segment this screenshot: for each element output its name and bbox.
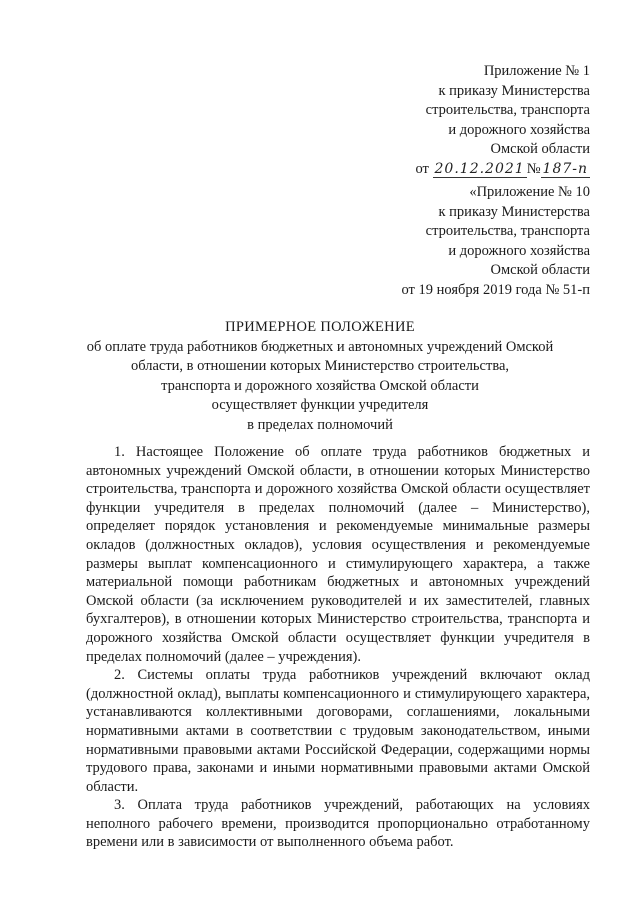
- appendix-10-ministry-line-2: и дорожного хозяйства: [448, 242, 590, 259]
- date-prefix: от: [415, 160, 429, 177]
- title-line-5: осуществляет функции учредителя: [211, 397, 429, 413]
- appendix-1-ministry-line: строительства, транспорта: [425, 102, 590, 118]
- paragraph-2: 2. Системы оплаты труда работников учреждений включают оклад (должностной оклад), выплаты компенсационного и стимулирующего характера, устанавливаются коллективными договорами, соглашениями, локальными нормативными актами в соответствии с трудовым законодательством, иными нормативными правовыми актами Российской Федерации, содержащими нормы трудового права, законами и иными нормативными правовыми актами Омской области.: [86, 667, 590, 795]
- title-line-2: об оплате труда работников бюджетных и автономных учреждений Омской: [86, 338, 554, 355]
- appendix-10-order-line: к приказу Министерства: [438, 203, 590, 220]
- appendix-10-header: [330, 183, 590, 300]
- title-line-3: области, в отношении которых Министерство строительства,: [130, 358, 510, 374]
- title-line-6: в пределах полномочий: [247, 416, 393, 433]
- paragraph-3: 3. Оплата труда работников учреждений, работающих на условиях неполного рабочего времени, производится пропорционально отработанному времени или в зависимости от выполненного объема работ.: [86, 797, 590, 851]
- appendix-10-date-line: от 19 ноября 2019 года № 51-п: [401, 281, 590, 298]
- number-sign: №: [526, 160, 541, 177]
- appendix-1-date-line: [330, 160, 590, 180]
- title-line-4: транспорта и дорожного хозяйства Омской области: [161, 377, 479, 394]
- appendix-1-header: [330, 62, 590, 179]
- appendix-1-ministry-line-2: и дорожного хозяйства: [448, 121, 590, 138]
- appendix-1-region-line: Омской области: [490, 141, 590, 157]
- appendix-1-title: Приложение № 1: [483, 63, 590, 79]
- handwritten-order-number: 187-п: [542, 160, 588, 177]
- appendix-10-title: «Приложение № 10: [469, 184, 590, 200]
- appendix-1-order-line: к приказу Министерства: [438, 82, 590, 99]
- document-body: [86, 443, 590, 852]
- appendix-10-region-line: Омской области: [490, 262, 590, 278]
- paragraph-1: 1. Настоящее Положение об оплате труда работников бюджетных и автономных учреждений Омской области, в отношении которых Министерство строительства, транспорта и дорожного хозяйства Омской области осуществляет функции учредителя в пределах полномочий (далее – Министерство), определяет порядок установления и рекомендуемые минимальные размеры окладов (должностных окладов), условия осуществления и рекомендуемые размеры выплат компенсационного и стимулирующего характера, а также материальной помощи работникам бюджетных и автономных учреждений Омской области (за исключением руководителей и их заместителей, главных бухгалтеров), в отношении которых Министерство строительства, транспорта и дорожного хозяйства Омской области осуществляет функции учредителя в пределах полномочий (далее – учреждения).: [86, 444, 590, 665]
- handwritten-date: 20.12.2021: [434, 160, 525, 177]
- title-heading: ПРИМЕРНОЕ ПОЛОЖЕНИЕ: [225, 319, 415, 335]
- document-title: [60, 318, 580, 435]
- appendix-10-ministry-line: строительства, транспорта: [425, 223, 590, 239]
